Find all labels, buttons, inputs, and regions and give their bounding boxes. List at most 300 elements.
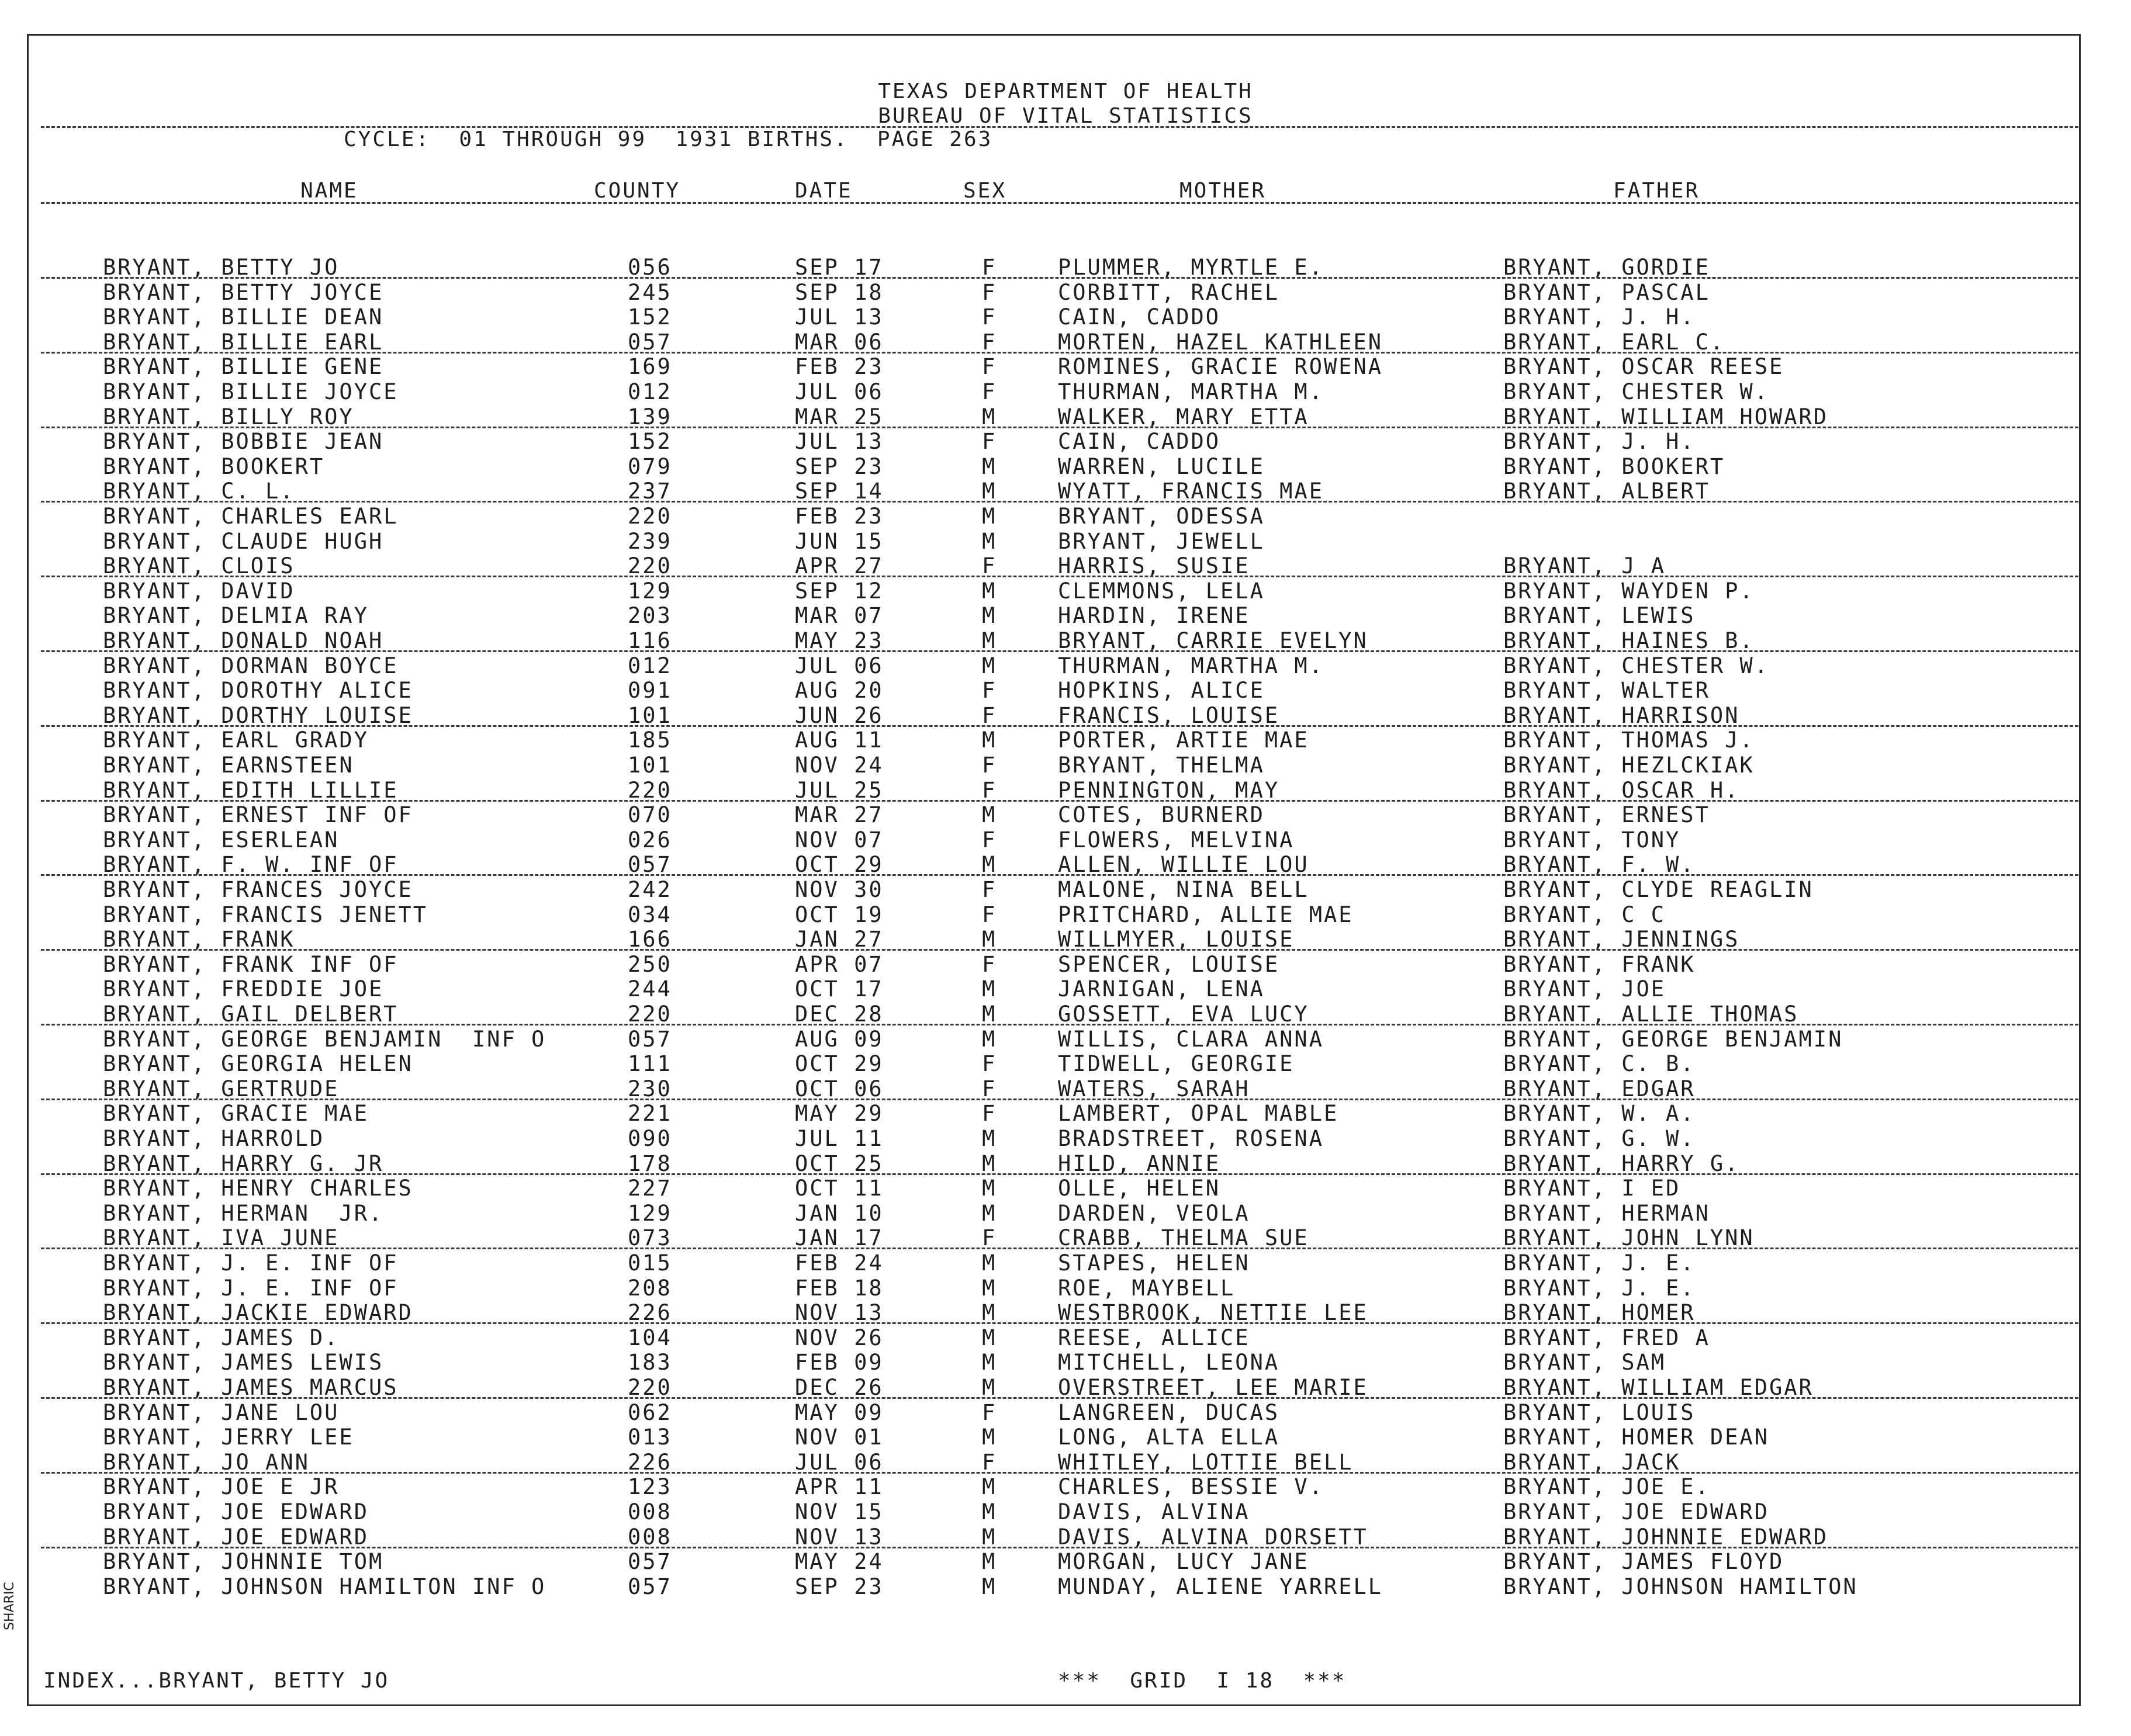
- record-father: BRYANT, HARRISON: [1503, 702, 1740, 728]
- record-row: [0, 454, 2131, 479]
- record-name: BRYANT, BETTY JOYCE: [103, 279, 384, 305]
- record-county: 012: [628, 653, 672, 678]
- record-mother: MORGAN, LUCY JANE: [1058, 1549, 1309, 1575]
- record-date: SEP 23: [795, 453, 884, 479]
- record-sex: M: [982, 802, 997, 828]
- record-sex: M: [982, 727, 997, 753]
- record-mother: PORTER, ARTIE MAE: [1058, 727, 1309, 753]
- record-date: FEB 23: [795, 504, 884, 529]
- record-name: BRYANT, J. E. INF OF: [103, 1275, 399, 1301]
- record-date: NOV 15: [795, 1499, 884, 1524]
- record-county: 057: [628, 1574, 672, 1599]
- record-date: JUL 06: [795, 653, 884, 678]
- record-row: [0, 778, 2131, 802]
- record-date: NOV 13: [795, 1300, 884, 1326]
- record-mother: CRABB, THELMA SUE: [1058, 1225, 1309, 1251]
- record-row: [0, 1101, 2131, 1125]
- record-county: 220: [628, 1375, 672, 1400]
- record-row: [0, 1176, 2131, 1200]
- record-row: [0, 529, 2131, 553]
- record-county: 178: [628, 1151, 672, 1176]
- record-date: NOV 07: [795, 827, 884, 853]
- record-county: 221: [628, 1101, 672, 1127]
- record-father: BRYANT, J. E.: [1503, 1275, 1696, 1301]
- record-row: [0, 504, 2131, 528]
- record-sex: M: [982, 1425, 997, 1450]
- record-mother: CORBITT, RACHEL: [1058, 279, 1280, 305]
- record-name: BRYANT, JAMES MARCUS: [103, 1375, 399, 1400]
- record-father: BRYANT, JACK: [1503, 1449, 1681, 1475]
- record-county: 169: [628, 354, 672, 380]
- record-mother: WILLMYER, LOUISE: [1058, 927, 1295, 952]
- record-date: AUG 11: [795, 727, 884, 753]
- record-row: [0, 902, 2131, 927]
- record-row: [0, 1276, 2131, 1300]
- record-sex: F: [982, 678, 997, 704]
- record-mother: PENNINGTON, MAY: [1058, 777, 1280, 803]
- record-sex: M: [982, 1350, 997, 1375]
- record-county: 008: [628, 1499, 672, 1524]
- record-name: BRYANT, JO ANN: [103, 1449, 310, 1475]
- header-agency: TEXAS DEPARTMENT OF HEALTH: [878, 79, 1253, 103]
- record-mother: LANGREEN, DUCAS: [1058, 1399, 1280, 1425]
- record-county: 203: [628, 603, 672, 629]
- record-name: BRYANT, ERNEST INF OF: [103, 802, 413, 828]
- record-sex: M: [982, 603, 997, 629]
- record-sex: M: [982, 1250, 997, 1276]
- record-father: BRYANT, JOE EDWARD: [1503, 1499, 1769, 1524]
- record-county: 220: [628, 553, 672, 579]
- record-row: [0, 1350, 2131, 1374]
- row-divider: [41, 800, 2078, 802]
- row-divider: [41, 1472, 2078, 1474]
- record-row: [0, 1027, 2131, 1051]
- record-father: BRYANT, SAM: [1503, 1350, 1666, 1375]
- record-sex: M: [982, 578, 997, 604]
- record-mother: LAMBERT, OPAL MABLE: [1058, 1101, 1339, 1127]
- record-father: BRYANT, FRED A: [1503, 1325, 1710, 1350]
- record-county: 008: [628, 1524, 672, 1550]
- record-sex: F: [982, 429, 997, 455]
- record-sex: M: [982, 628, 997, 653]
- record-date: FEB 24: [795, 1250, 884, 1276]
- row-divider: [41, 650, 2078, 652]
- record-father: BRYANT, JOE E.: [1503, 1474, 1710, 1500]
- record-date: SEP 18: [795, 279, 884, 305]
- record-name: BRYANT, CLAUDE HUGH: [103, 528, 384, 554]
- record-row: [0, 952, 2131, 976]
- record-row: [0, 703, 2131, 727]
- record-date: JUN 15: [795, 528, 884, 554]
- record-name: BRYANT, HARROLD: [103, 1126, 325, 1151]
- record-name: BRYANT, CHARLES EARL: [103, 504, 399, 529]
- record-father: BRYANT, LEWIS: [1503, 603, 1696, 629]
- record-row: [0, 852, 2131, 876]
- record-sex: F: [982, 379, 997, 404]
- record-sex: M: [982, 976, 997, 1002]
- record-date: SEP 17: [795, 255, 884, 280]
- record-sex: M: [982, 1026, 997, 1052]
- record-name: BRYANT, JAMES D.: [103, 1325, 340, 1350]
- record-date: APR 11: [795, 1474, 884, 1500]
- record-row: [0, 1499, 2131, 1524]
- record-mother: TIDWELL, GEORGIE: [1058, 1051, 1295, 1077]
- record-date: MAR 06: [795, 329, 884, 355]
- record-date: JAN 17: [795, 1225, 884, 1251]
- record-row: [0, 877, 2131, 902]
- record-mother: CHARLES, BESSIE V.: [1058, 1474, 1324, 1500]
- record-name: BRYANT, BILLIE GENE: [103, 354, 384, 380]
- record-county: 185: [628, 727, 672, 753]
- record-county: 166: [628, 927, 672, 952]
- record-name: BRYANT, JACKIE EDWARD: [103, 1300, 413, 1326]
- record-date: OCT 29: [795, 1051, 884, 1077]
- record-county: 152: [628, 304, 672, 330]
- record-name: BRYANT, EARNSTEEN: [103, 753, 354, 778]
- record-row: [0, 603, 2131, 628]
- record-father: BRYANT, J. H.: [1503, 304, 1696, 330]
- record-sex: M: [982, 927, 997, 952]
- record-mother: LONG, ALTA ELLA: [1058, 1425, 1280, 1450]
- record-father: BRYANT, WILLIAM HOWARD: [1503, 404, 1829, 429]
- record-row: [0, 379, 2131, 404]
- record-county: 034: [628, 902, 672, 927]
- record-sex: M: [982, 1549, 997, 1575]
- row-divider: [41, 352, 2078, 354]
- record-sex: M: [982, 1002, 997, 1027]
- record-sex: F: [982, 1051, 997, 1077]
- record-sex: M: [982, 528, 997, 554]
- record-name: BRYANT, BILLY ROY: [103, 404, 354, 429]
- record-father: BRYANT, F. W.: [1503, 852, 1696, 878]
- record-date: JUN 26: [795, 702, 884, 728]
- record-row: [0, 678, 2131, 702]
- record-sex: M: [982, 1325, 997, 1350]
- record-sex: F: [982, 1101, 997, 1127]
- record-name: BRYANT, FRANCES JOYCE: [103, 877, 413, 902]
- record-father: BRYANT, HERMAN: [1503, 1200, 1710, 1226]
- record-sex: M: [982, 479, 997, 504]
- record-name: BRYANT, BILLIE EARL: [103, 329, 384, 355]
- record-date: SEP 14: [795, 479, 884, 504]
- record-county: 057: [628, 1549, 672, 1575]
- record-mother: STAPES, HELEN: [1058, 1250, 1250, 1276]
- record-row: [0, 1300, 2131, 1325]
- record-mother: DARDEN, VEOLA: [1058, 1200, 1250, 1226]
- record-date: SEP 23: [795, 1574, 884, 1599]
- record-father: BRYANT, OSCAR H.: [1503, 777, 1740, 803]
- record-father: BRYANT, JAMES FLOYD: [1503, 1549, 1784, 1575]
- record-row: [0, 553, 2131, 578]
- record-date: MAY 23: [795, 628, 884, 653]
- record-father: BRYANT, WAYDEN P.: [1503, 578, 1755, 604]
- record-county: 220: [628, 777, 672, 803]
- record-county: 139: [628, 404, 672, 429]
- record-father: BRYANT, JOE: [1503, 976, 1666, 1002]
- record-county: 208: [628, 1275, 672, 1301]
- record-date: NOV 13: [795, 1524, 884, 1550]
- record-row: [0, 255, 2131, 279]
- row-divider: [41, 1322, 2078, 1324]
- record-sex: M: [982, 404, 997, 429]
- record-date: MAR 25: [795, 404, 884, 429]
- record-row: [0, 479, 2131, 503]
- record-mother: BRADSTREET, ROSENA: [1058, 1126, 1324, 1151]
- record-row: [0, 330, 2131, 354]
- side-label: SHARIC: [2, 1582, 17, 1630]
- record-row: [0, 1450, 2131, 1474]
- record-father: BRYANT, ERNEST: [1503, 802, 1710, 828]
- record-sex: F: [982, 354, 997, 380]
- record-father: BRYANT, HEZLCKIAK: [1503, 753, 1755, 778]
- record-name: BRYANT, JOE E JR: [103, 1474, 340, 1500]
- record-date: JUL 13: [795, 304, 884, 330]
- row-divider: [41, 949, 2078, 951]
- record-name: BRYANT, JAMES LEWIS: [103, 1350, 384, 1375]
- record-sex: F: [982, 304, 997, 330]
- record-sex: M: [982, 504, 997, 529]
- record-name: BRYANT, BILLIE JOYCE: [103, 379, 399, 404]
- record-date: DEC 26: [795, 1375, 884, 1400]
- record-sex: M: [982, 1200, 997, 1226]
- record-date: MAY 24: [795, 1549, 884, 1575]
- record-mother: MUNDAY, ALIENE YARRELL: [1058, 1574, 1383, 1599]
- record-row: [0, 827, 2131, 852]
- record-date: OCT 25: [795, 1151, 884, 1176]
- record-mother: PRITCHARD, ALLIE MAE: [1058, 902, 1354, 927]
- record-father: BRYANT, C C: [1503, 902, 1666, 927]
- record-row: [0, 1051, 2131, 1076]
- record-county: 070: [628, 802, 672, 828]
- record-sex: F: [982, 279, 997, 305]
- record-date: SEP 12: [795, 578, 884, 604]
- record-row: [0, 927, 2131, 951]
- record-mother: BRYANT, JEWELL: [1058, 528, 1265, 554]
- row-divider: [41, 725, 2078, 727]
- record-name: BRYANT, JOHNNIE TOM: [103, 1549, 384, 1575]
- record-row: [0, 802, 2131, 827]
- record-county: 073: [628, 1225, 672, 1251]
- column-header-divider: [41, 202, 2078, 204]
- record-mother: HARDIN, IRENE: [1058, 603, 1250, 629]
- record-father: BRYANT, ALBERT: [1503, 479, 1710, 504]
- record-sex: F: [982, 753, 997, 778]
- record-name: BRYANT, HARRY G. JR: [103, 1151, 384, 1176]
- record-date: JUL 11: [795, 1126, 884, 1151]
- record-mother: WESTBROOK, NETTIE LEE: [1058, 1300, 1368, 1326]
- column-header-county: COUNTY: [594, 179, 681, 203]
- record-mother: GOSSETT, EVA LUCY: [1058, 1002, 1309, 1027]
- record-sex: F: [982, 1449, 997, 1475]
- record-county: 057: [628, 1026, 672, 1052]
- record-county: 079: [628, 453, 672, 479]
- record-sex: F: [982, 1399, 997, 1425]
- record-name: BRYANT, IVA JUNE: [103, 1225, 340, 1251]
- record-county: 237: [628, 479, 672, 504]
- record-name: BRYANT, J. E. INF OF: [103, 1250, 399, 1276]
- record-county: 026: [628, 827, 672, 853]
- record-name: BRYANT, DOROTHY ALICE: [103, 678, 413, 704]
- record-mother: THURMAN, MARTHA M.: [1058, 653, 1324, 678]
- record-mother: WHITLEY, LOTTIE BELL: [1058, 1449, 1354, 1475]
- record-father: BRYANT, J. E.: [1503, 1250, 1696, 1276]
- record-mother: MORTEN, HAZEL KATHLEEN: [1058, 329, 1383, 355]
- record-date: APR 07: [795, 951, 884, 977]
- record-father: BRYANT, TONY: [1503, 827, 1681, 853]
- record-father: BRYANT, CLYDE REAGLIN: [1503, 877, 1814, 902]
- record-name: BRYANT, JOE EDWARD: [103, 1499, 369, 1524]
- record-father: BRYANT, OSCAR REESE: [1503, 354, 1784, 380]
- record-date: OCT 17: [795, 976, 884, 1002]
- record-row: [0, 1425, 2131, 1449]
- column-header-father: FATHER: [1613, 179, 1700, 203]
- record-date: JUL 06: [795, 1449, 884, 1475]
- record-date: JUL 06: [795, 379, 884, 404]
- record-row: [0, 1524, 2131, 1549]
- record-sex: M: [982, 1126, 997, 1151]
- record-mother: WARREN, LUCILE: [1058, 453, 1265, 479]
- record-county: 012: [628, 379, 672, 404]
- record-father: BRYANT, JOHN LYNN: [1503, 1225, 1755, 1251]
- record-mother: ROE, MAYBELL: [1058, 1275, 1236, 1301]
- record-date: JAN 27: [795, 927, 884, 952]
- record-name: BRYANT, EARL GRADY: [103, 727, 369, 753]
- record-name: BRYANT, JERRY LEE: [103, 1425, 354, 1450]
- record-date: NOV 01: [795, 1425, 884, 1450]
- record-sex: F: [982, 553, 997, 579]
- row-divider: [41, 1547, 2078, 1548]
- record-county: 226: [628, 1449, 672, 1475]
- cycle-line: CYCLE: 01 THROUGH 99 1931 BIRTHS. PAGE 263: [344, 127, 993, 151]
- record-father: BRYANT, J. H.: [1503, 429, 1696, 455]
- record-mother: WILLIS, CLARA ANNA: [1058, 1026, 1324, 1052]
- record-sex: F: [982, 255, 997, 280]
- record-father: BRYANT, C. B.: [1503, 1051, 1696, 1077]
- record-mother: OLLE, HELEN: [1058, 1176, 1221, 1201]
- row-divider: [41, 501, 2078, 503]
- record-mother: CAIN, CADDO: [1058, 429, 1221, 455]
- record-date: NOV 26: [795, 1325, 884, 1350]
- record-row: [0, 404, 2131, 429]
- row-divider: [41, 1397, 2078, 1399]
- footer-grid: *** GRID I 18 ***: [1058, 1669, 1347, 1693]
- record-row: [0, 1151, 2131, 1176]
- record-name: BRYANT, BOOKERT: [103, 453, 325, 479]
- record-name: BRYANT, GAIL DELBERT: [103, 1002, 399, 1027]
- record-county: 226: [628, 1300, 672, 1326]
- record-father: BRYANT, HOMER DEAN: [1503, 1425, 1769, 1450]
- record-father: BRYANT, HOMER: [1503, 1300, 1696, 1326]
- record-mother: CLEMMONS, LELA: [1058, 578, 1265, 604]
- record-date: FEB 23: [795, 354, 884, 380]
- record-row: [0, 753, 2131, 777]
- record-name: BRYANT, BOBBIE JEAN: [103, 429, 384, 455]
- record-county: 183: [628, 1350, 672, 1375]
- record-county: 013: [628, 1425, 672, 1450]
- row-divider: [41, 427, 2078, 428]
- record-father: BRYANT, HARRY G.: [1503, 1151, 1740, 1176]
- record-row: [0, 976, 2131, 1001]
- record-father: BRYANT, JOHNSON HAMILTON: [1503, 1574, 1858, 1599]
- row-divider: [41, 576, 2078, 577]
- record-father: BRYANT, I ED: [1503, 1176, 1681, 1201]
- record-sex: M: [982, 653, 997, 678]
- record-mother: SPENCER, LOUISE: [1058, 951, 1280, 977]
- record-father: BRYANT, JENNINGS: [1503, 927, 1740, 952]
- record-mother: BRYANT, THELMA: [1058, 753, 1265, 778]
- record-name: BRYANT, GERTRUDE: [103, 1076, 340, 1101]
- record-sex: F: [982, 702, 997, 728]
- record-mother: HILD, ANNIE: [1058, 1151, 1221, 1176]
- record-father: BRYANT, BOOKERT: [1503, 453, 1725, 479]
- record-date: JAN 10: [795, 1200, 884, 1226]
- record-mother: WYATT, FRANCIS MAE: [1058, 479, 1324, 504]
- record-name: BRYANT, GRACIE MAE: [103, 1101, 369, 1127]
- record-mother: FRANCIS, LOUISE: [1058, 702, 1280, 728]
- record-name: BRYANT, EDITH LILLIE: [103, 777, 399, 803]
- record-name: BRYANT, GEORGIA HELEN: [103, 1051, 413, 1077]
- record-row: [0, 1225, 2131, 1250]
- record-sex: M: [982, 1151, 997, 1176]
- record-date: MAR 07: [795, 603, 884, 629]
- header-bureau: BUREAU OF VITAL STATISTICS: [878, 104, 1253, 128]
- record-mother: THURMAN, MARTHA M.: [1058, 379, 1324, 404]
- record-county: 129: [628, 1200, 672, 1226]
- record-row: [0, 1549, 2131, 1574]
- record-name: BRYANT, DORMAN BOYCE: [103, 653, 399, 678]
- record-date: OCT 29: [795, 852, 884, 878]
- record-mother: BRYANT, CARRIE EVELYN: [1058, 628, 1368, 653]
- record-county: 242: [628, 877, 672, 902]
- record-date: MAY 09: [795, 1399, 884, 1425]
- record-name: BRYANT, DELMIA RAY: [103, 603, 369, 629]
- record-county: 129: [628, 578, 672, 604]
- column-header-sex: SEX: [963, 179, 1007, 203]
- record-sex: M: [982, 852, 997, 878]
- record-mother: MALONE, NINA BELL: [1058, 877, 1309, 902]
- record-date: MAY 29: [795, 1101, 884, 1127]
- record-sex: F: [982, 1225, 997, 1251]
- record-name: BRYANT, DAVID: [103, 578, 295, 604]
- record-sex: F: [982, 827, 997, 853]
- record-mother: DAVIS, ALVINA: [1058, 1499, 1250, 1524]
- record-row: [0, 1375, 2131, 1399]
- record-county: 090: [628, 1126, 672, 1151]
- record-row: [0, 1325, 2131, 1350]
- record-row: [0, 578, 2131, 603]
- record-mother: WATERS, SARAH: [1058, 1076, 1250, 1101]
- record-father: BRYANT, G. W.: [1503, 1126, 1696, 1151]
- record-mother: BRYANT, ODESSA: [1058, 504, 1265, 529]
- record-father: BRYANT, WILLIAM EDGAR: [1503, 1375, 1814, 1400]
- record-date: OCT 06: [795, 1076, 884, 1101]
- record-mother: CAIN, CADDO: [1058, 304, 1221, 330]
- record-date: MAR 27: [795, 802, 884, 828]
- column-header-mother: MOTHER: [1179, 179, 1267, 203]
- record-row: [0, 429, 2131, 453]
- record-father: BRYANT, LOUIS: [1503, 1399, 1696, 1425]
- record-sex: M: [982, 1574, 997, 1599]
- record-date: APR 27: [795, 553, 884, 579]
- record-row: [0, 1201, 2131, 1225]
- record-name: BRYANT, CLOIS: [103, 553, 295, 579]
- record-sex: M: [982, 1176, 997, 1201]
- record-father: BRYANT, J A: [1503, 553, 1666, 579]
- record-father: BRYANT, ALLIE THOMAS: [1503, 1002, 1799, 1027]
- row-divider: [41, 1024, 2078, 1025]
- record-father: BRYANT, FRANK: [1503, 951, 1696, 977]
- record-row: [0, 1250, 2131, 1275]
